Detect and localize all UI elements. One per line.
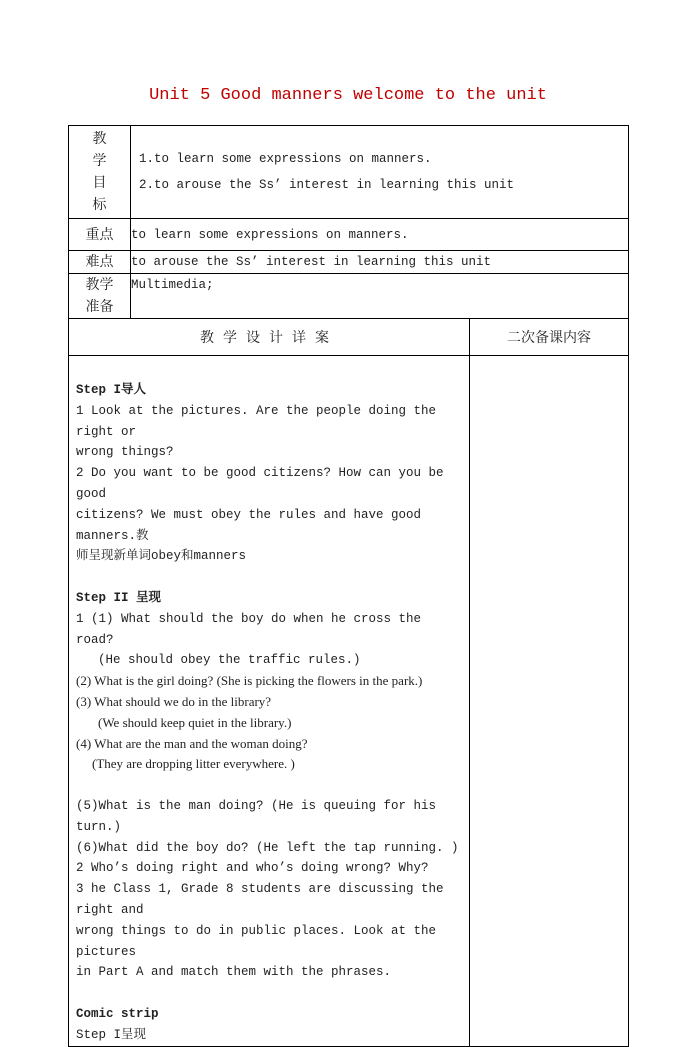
difficulty-label: 难点 (69, 251, 131, 274)
step1-line: 1 Look at the pictures. Are the people doing the right or (76, 403, 437, 439)
step2-line: 2 Who’s doing right and who’s doing wrong? Why? (76, 861, 429, 876)
key-point-label: 重点 (69, 219, 131, 251)
step2-line: (2) What is the girl doing? (She is picking the flowers in the park.) (76, 673, 423, 689)
key-point-text: to learn some expressions on manners. (131, 219, 629, 251)
step1-line: wrong things? (76, 445, 174, 460)
notes-header: 二次备课内容 (470, 319, 629, 356)
step1-line: 师呈现新单词obey和manners (76, 549, 247, 564)
step2-line: 1 (1) What should the boy do when he cross the road? (76, 611, 422, 647)
step2-line: (4) What are the man and the woman doing? (76, 735, 308, 751)
notes-content (470, 356, 629, 1047)
comic-step: Step I呈现 (76, 1027, 147, 1042)
difficulty-text: to arouse the Ss’ interest in learning this unit (131, 251, 629, 274)
step1-heading: Step I导人 (76, 383, 147, 397)
comic-strip-heading: Comic strip (76, 1006, 159, 1021)
objective-item: 2.to arouse the Ss’ interest in learning this unit (139, 178, 515, 192)
objectives-label (69, 126, 131, 219)
label-char: 标 (92, 197, 107, 213)
step2-line: (He should obey the traffic rules.) (98, 653, 361, 668)
objective-item: 1.to learn some expressions on manners. (139, 152, 432, 166)
preparation-text: Multimedia; (131, 274, 629, 319)
label-char: 学 (92, 153, 107, 169)
step2-line: wrong things to do in public places. Look at the pictures (76, 923, 437, 959)
design-body-row (69, 356, 629, 1047)
lesson-plan-table (68, 125, 629, 1047)
label-char: 目 (92, 175, 107, 191)
design-header: 教学设计详案 (69, 319, 470, 356)
key-point-row (69, 219, 629, 251)
step1-line: citizens? We must obey the rules and have good manners.教 (76, 507, 422, 543)
step2-line: (5)What is the man doing? (He is queuing for his turn.) (76, 798, 437, 834)
document-title: Unit 5 Good manners welcome to the unit (149, 86, 547, 105)
step2-line: (3) What should we do in the library? (76, 693, 272, 709)
step2-line: (6)What did the boy do? (He left the tap running. ) (76, 840, 459, 855)
step2-line: (They are dropping litter everywhere. ) (92, 756, 295, 772)
step1-line: 2 Do you want to be good citizens? How can you be good (76, 466, 444, 501)
label-char: 教 (92, 131, 107, 147)
label-line: 准备 (85, 299, 114, 315)
preparation-label (69, 274, 131, 319)
step2-line: in Part A and match them with the phrases. (76, 965, 392, 980)
step2-line: (We should keep quiet in the library.) (98, 714, 292, 730)
objectives-content (131, 126, 629, 219)
design-header-row (69, 319, 629, 356)
difficulty-row (69, 251, 629, 274)
objectives-row (69, 126, 629, 219)
label-line: 教学 (85, 277, 114, 293)
preparation-row (69, 274, 629, 319)
design-content (69, 356, 470, 1047)
step2-line: 3 he Class 1, Grade 8 students are discussing the right and (76, 882, 444, 917)
step2-heading: Step II 呈现 (76, 590, 162, 605)
